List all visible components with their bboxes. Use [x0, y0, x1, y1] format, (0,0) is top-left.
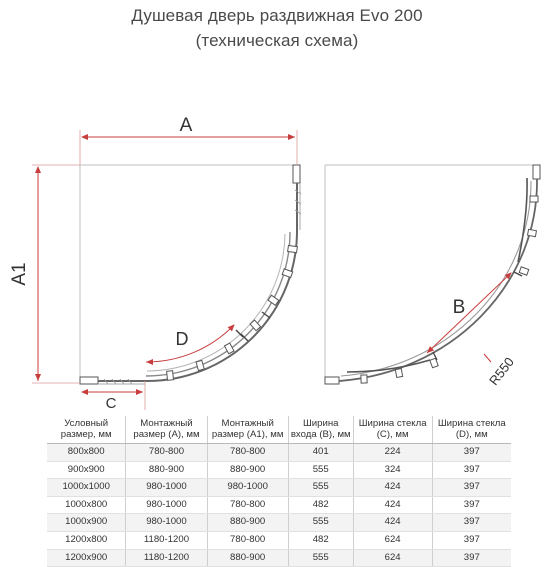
cell-glass-c: 624 — [353, 531, 432, 549]
cell-entrance-b: 555 — [288, 549, 353, 567]
cell-mounting-a1: 880-900 — [207, 461, 288, 479]
left-roller-marks — [167, 245, 298, 380]
cell-nominal-size: 1000x800 — [47, 496, 126, 514]
cell-glass-d: 397 — [432, 514, 511, 532]
table-row — [47, 444, 511, 462]
cell-mounting-a1: 780-800 — [207, 444, 288, 462]
table-row — [47, 531, 511, 549]
cell-mounting-a1: 880-900 — [207, 549, 288, 567]
cell-mounting-a: 1180-1200 — [126, 549, 207, 567]
header-entrance-b: Ширина входа (В), мм — [288, 416, 353, 444]
dim-radius-tick — [484, 354, 491, 362]
table-row — [47, 496, 511, 514]
left-curved-glass-outer — [145, 230, 297, 381]
cell-entrance-b: 555 — [288, 461, 353, 479]
left-curved-glass-inner — [146, 232, 290, 376]
header-glass-d: Ширина стекла (D), мм — [432, 416, 511, 444]
cell-nominal-size: 1000x900 — [47, 514, 126, 532]
cell-glass-d: 397 — [432, 496, 511, 514]
dim-a1-label: A1 — [9, 262, 30, 286]
header-mounting-a: Монтажный размер (А), мм — [126, 416, 207, 444]
cell-mounting-a1: 880-900 — [207, 514, 288, 532]
cell-glass-c: 424 — [353, 479, 432, 497]
right-wall-profile-bottom — [325, 377, 339, 384]
cell-entrance-b: 401 — [288, 444, 353, 462]
right-sliding-door-lower — [347, 360, 430, 372]
right-curved-glass-inner — [341, 181, 531, 376]
table-row — [47, 479, 511, 497]
cell-mounting-a1: 780-800 — [207, 496, 288, 514]
cell-glass-c: 324 — [353, 461, 432, 479]
cell-mounting-a1: 980-1000 — [207, 479, 288, 497]
cell-glass-c: 424 — [353, 496, 432, 514]
header-mounting-a1: Монтажный размер (А1), мм — [207, 416, 288, 444]
right-roller-marks — [361, 196, 538, 383]
page-subtitle: (техническая схема) — [195, 31, 359, 50]
dim-b-line — [427, 273, 511, 353]
table-header-row — [47, 416, 511, 444]
cell-glass-c: 224 — [353, 444, 432, 462]
left-fixed-panel-texture — [104, 190, 301, 384]
dim-radius-label: R550 — [485, 354, 517, 389]
dim-d-label: D — [175, 329, 189, 349]
cell-glass-c: 424 — [353, 514, 432, 532]
cell-glass-d: 397 — [432, 479, 511, 497]
cell-nominal-size: 800x800 — [47, 444, 126, 462]
cell-glass-d: 397 — [432, 531, 511, 549]
page-title: Душевая дверь раздвижная Evo 200 — [131, 6, 423, 25]
left-curved-glass-track — [147, 234, 285, 371]
left-wall-profile-bottom — [80, 377, 98, 384]
table-row — [47, 549, 511, 567]
cell-mounting-a1: 780-800 — [207, 531, 288, 549]
right-handle-marks — [433, 272, 522, 360]
dim-c-label: C — [105, 395, 117, 410]
dim-d-arc — [146, 325, 234, 362]
cell-nominal-size: 1200x800 — [47, 531, 126, 549]
cell-mounting-a: 1180-1200 — [126, 531, 207, 549]
cell-mounting-a: 780-800 — [126, 444, 207, 462]
right-curved-glass-outer — [339, 179, 537, 381]
right-view — [325, 165, 540, 388]
right-sliding-door-upper — [518, 178, 527, 262]
dim-b-label: B — [452, 297, 466, 318]
cell-mounting-a: 980-1000 — [126, 514, 207, 532]
cell-nominal-size: 1200x900 — [47, 549, 126, 567]
table-row — [47, 514, 511, 532]
cell-mounting-a: 880-900 — [126, 461, 207, 479]
header-nominal-size: Условный размер, мм — [47, 416, 126, 444]
size-spec-table — [47, 416, 511, 567]
cell-mounting-a: 980-1000 — [126, 496, 207, 514]
cell-entrance-b: 482 — [288, 531, 353, 549]
cell-entrance-b: 482 — [288, 496, 353, 514]
cell-glass-d: 397 — [432, 444, 511, 462]
cell-nominal-size: 900x900 — [47, 461, 126, 479]
cell-mounting-a: 980-1000 — [126, 479, 207, 497]
cell-entrance-b: 555 — [288, 514, 353, 532]
cell-glass-d: 397 — [432, 549, 511, 567]
table-row — [47, 461, 511, 479]
cell-glass-c: 624 — [353, 549, 432, 567]
header-glass-c: Ширина стекла (С), мм — [353, 416, 432, 444]
dim-a-label: A — [179, 115, 193, 136]
right-wall-profile-top — [533, 165, 540, 179]
left-wall-profile-top — [293, 165, 300, 183]
left-view — [9, 115, 301, 410]
cell-glass-d: 397 — [432, 461, 511, 479]
cell-nominal-size: 1000x1000 — [47, 479, 126, 497]
cell-entrance-b: 555 — [288, 479, 353, 497]
